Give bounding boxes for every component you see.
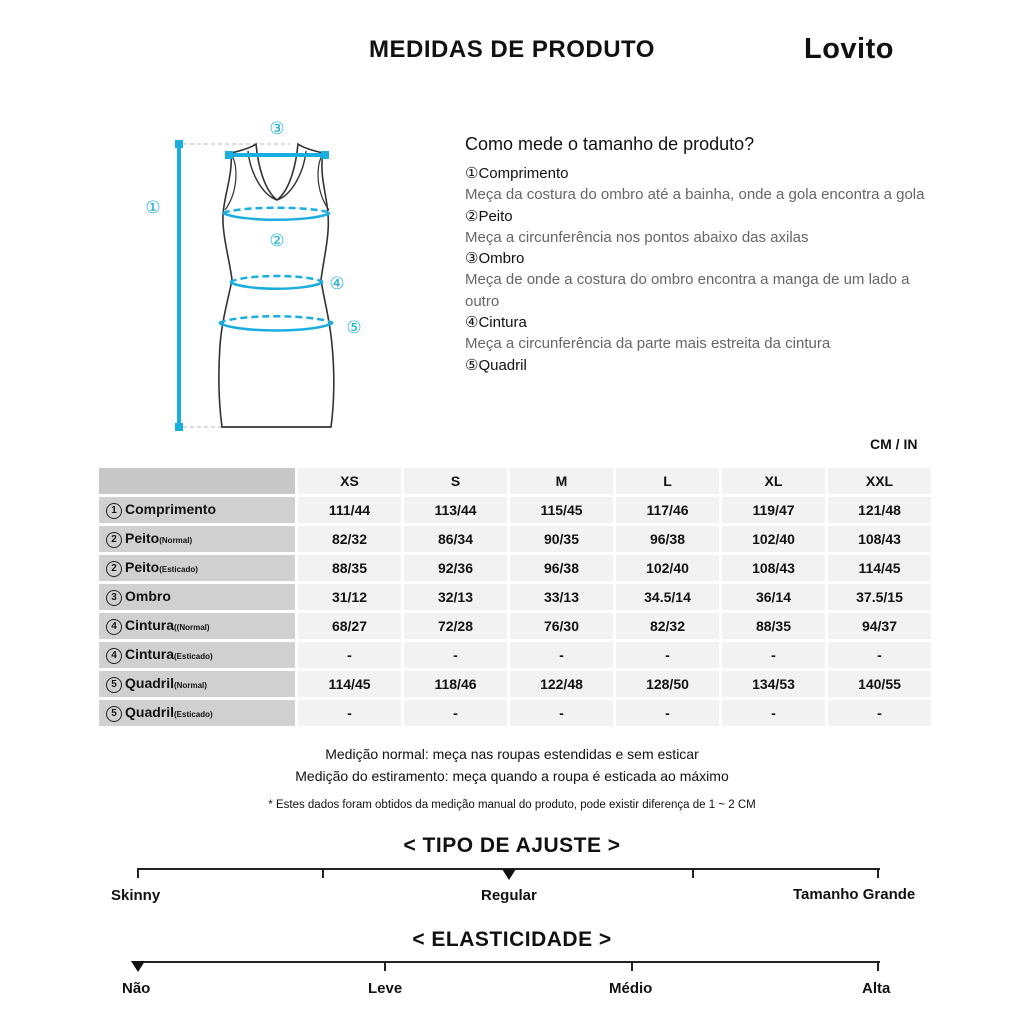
row-number-badge: 5	[106, 706, 122, 722]
howto-item-title: ①Comprimento	[465, 165, 569, 182]
table-cell: -	[722, 642, 825, 668]
callout-2: ②	[269, 231, 285, 251]
fit-label-plus-size: Tamanho Grande	[793, 886, 916, 903]
table-cell: 113/44	[404, 497, 507, 523]
size-header: L	[616, 468, 719, 494]
fit-type-title: < TIPO DE AJUSTE >	[403, 834, 621, 857]
callout-4: ④	[329, 274, 345, 294]
size-header: S	[404, 468, 507, 494]
row-label-text: Peito	[125, 530, 160, 546]
table-cell: 118/46	[404, 671, 507, 697]
row-label-text: Ombro	[125, 588, 171, 604]
howto-item-desc: Meça da costura do ombro até a bainha, onde a gola encontra a gola	[465, 186, 925, 203]
table-cell: 72/28	[404, 613, 507, 639]
table-cell: -	[510, 642, 613, 668]
table-cell: 96/38	[616, 526, 719, 552]
howto-item-title: ⑤Quadril	[465, 356, 527, 374]
table-cell: 96/38	[510, 555, 613, 581]
row-number-badge: 1	[106, 503, 122, 519]
elasticity-title: < ELASTICIDADE >	[412, 928, 612, 951]
elasticity-tick	[631, 961, 633, 971]
note-disclaimer: * Estes dados foram obtidos da medição manual do produto, pode existir diferença de 1 ~ 2 CM	[268, 799, 756, 811]
table-cell: 102/40	[616, 555, 719, 581]
row-number-badge: 4	[106, 648, 122, 664]
table-cell: -	[616, 642, 719, 668]
howto-item-desc: Meça a circunferência nos pontos abaixo das axilas	[465, 228, 809, 246]
table-cell: 114/45	[828, 555, 931, 581]
row-number-badge: 4	[106, 619, 122, 635]
table-cell: 33/13	[510, 584, 613, 610]
table-cell: 108/43	[828, 526, 931, 552]
elasticity-label-none: Não	[122, 980, 151, 997]
row-label	[99, 671, 295, 697]
elasticity-label-high: Alta	[862, 980, 891, 997]
table-cell: 121/48	[828, 497, 931, 523]
row-label-text: Quadril	[125, 675, 175, 691]
table-cell: -	[298, 642, 401, 668]
table-cell: -	[298, 700, 401, 726]
row-label-text: Peito	[125, 559, 160, 575]
table-cell: 82/32	[298, 526, 401, 552]
note-normal-measurement: Medição normal: meça nas roupas estendidas e sem esticar	[325, 746, 699, 762]
callout-3: ③	[269, 119, 285, 139]
table-cell: 128/50	[616, 671, 719, 697]
table-cell: 92/36	[404, 555, 507, 581]
table-cell: -	[828, 700, 931, 726]
table-row	[99, 613, 931, 639]
table-cell: 115/45	[510, 497, 613, 523]
size-chart-table	[96, 465, 934, 729]
fit-tick	[322, 868, 324, 878]
howto-question: Como mede o tamanho de produto?	[465, 134, 755, 154]
howto-item-desc: Meça a circunferência da parte mais estreita da cintura	[465, 335, 831, 352]
table-cell: -	[616, 700, 719, 726]
table-corner	[99, 468, 295, 494]
table-row	[99, 555, 931, 581]
howto-item-title: ③Ombro	[465, 250, 525, 267]
dress-measurement-diagram	[130, 110, 370, 440]
table-header-row	[99, 468, 931, 494]
elasticity-label-light: Leve	[368, 980, 403, 997]
table-cell: 32/13	[404, 584, 507, 610]
row-label-text: Cintura	[125, 646, 174, 662]
elasticity-tick	[877, 961, 879, 971]
table-cell: 34.5/14	[616, 584, 719, 610]
row-label	[99, 584, 295, 610]
howto-item-title: ②Peito	[465, 207, 513, 225]
table-cell: 82/32	[616, 613, 719, 639]
table-cell: 90/35	[510, 526, 613, 552]
row-label	[99, 497, 295, 523]
table-row	[99, 700, 931, 726]
fit-tick	[877, 868, 879, 878]
row-label-qualifier: (Normal)	[159, 536, 193, 545]
table-row	[99, 526, 931, 552]
elasticity-label-medium: Médio	[609, 980, 653, 997]
table-cell: -	[404, 700, 507, 726]
elasticity-tick	[384, 961, 386, 971]
callout-1: ①	[145, 198, 161, 218]
table-cell: 134/53	[722, 671, 825, 697]
table-cell: -	[722, 700, 825, 726]
table-cell: 68/27	[298, 613, 401, 639]
table-cell: 122/48	[510, 671, 613, 697]
elasticity-scale-line	[138, 961, 880, 963]
brand-logo: Lovito	[804, 33, 894, 65]
row-number-badge: 3	[106, 590, 122, 606]
row-label-qualifier: ((Normal)	[174, 623, 210, 632]
table-cell: 88/35	[298, 555, 401, 581]
table-cell: -	[828, 642, 931, 668]
row-number-badge: 2	[106, 532, 122, 548]
elasticity-selected-marker	[131, 961, 145, 972]
row-label	[99, 700, 295, 726]
note-stretch-measurement: Medição do estiramento: meça quando a roupa é esticada ao máximo	[295, 768, 729, 784]
table-cell: 88/35	[722, 613, 825, 639]
table-cell: 76/30	[510, 613, 613, 639]
size-header: M	[510, 468, 613, 494]
row-number-badge: 5	[106, 677, 122, 693]
table-cell: 114/45	[298, 671, 401, 697]
table-cell: 117/46	[616, 497, 719, 523]
row-label	[99, 642, 295, 668]
table-cell: -	[510, 700, 613, 726]
table-cell: 140/55	[828, 671, 931, 697]
size-header: XL	[722, 468, 825, 494]
row-label-qualifier: (Esticado)	[174, 652, 213, 661]
how-to-measure	[465, 134, 935, 376]
page-title: MEDIDAS DE PRODUTO	[369, 36, 655, 63]
fit-label-skinny: Skinny	[111, 887, 161, 904]
row-label-qualifier: (Esticado)	[174, 710, 213, 719]
row-label-text: Comprimento	[125, 501, 216, 517]
howto-item-desc: Meça de onde a costura do ombro encontra a manga de um lado a outro	[465, 271, 910, 310]
callout-5: ⑤	[346, 318, 362, 338]
table-cell: 31/12	[298, 584, 401, 610]
size-header: XS	[298, 468, 401, 494]
row-number-badge: 2	[106, 561, 122, 577]
fit-selected-marker	[502, 869, 516, 880]
table-row	[99, 584, 931, 610]
row-label-qualifier: (Esticado)	[159, 565, 198, 574]
row-label-text: Quadril	[125, 704, 175, 720]
table-row	[99, 671, 931, 697]
row-label	[99, 613, 295, 639]
fit-tick	[137, 868, 139, 878]
table-cell: 111/44	[298, 497, 401, 523]
unit-label: CM / IN	[870, 436, 918, 452]
table-cell: 37.5/15	[828, 584, 931, 610]
fit-label-regular: Regular	[481, 887, 537, 904]
table-cell: 86/34	[404, 526, 507, 552]
row-label	[99, 555, 295, 581]
fit-tick	[692, 868, 694, 878]
size-header: XXL	[828, 468, 931, 494]
howto-item-title: ④Cintura	[465, 314, 527, 331]
row-label	[99, 526, 295, 552]
row-label-qualifier: (Normal)	[174, 681, 207, 690]
table-cell: 94/37	[828, 613, 931, 639]
table-cell: 36/14	[722, 584, 825, 610]
table-row	[99, 497, 931, 523]
table-row	[99, 642, 931, 668]
row-label-text: Cintura	[125, 617, 174, 633]
table-cell: 102/40	[722, 526, 825, 552]
table-cell: 119/47	[722, 497, 825, 523]
table-cell: 108/43	[722, 555, 825, 581]
table-cell: -	[404, 642, 507, 668]
